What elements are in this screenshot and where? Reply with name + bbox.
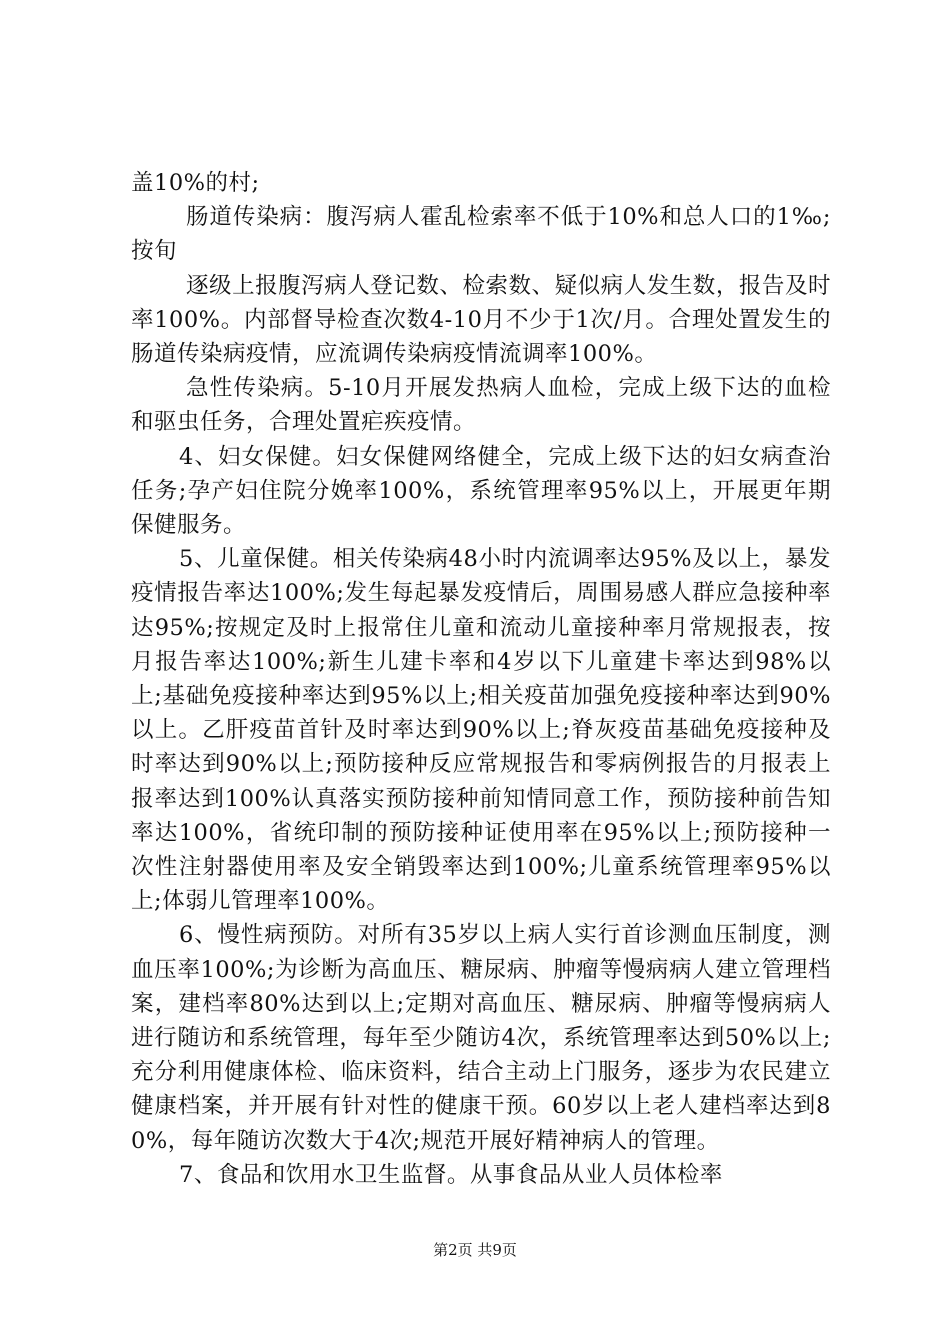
paragraph-women-health: 4、妇女保健。妇女保健网络健全，完成上级下达的妇女病查治任务;孕产妇住院分娩率100%，系统管理率95%以上，开展更年期保健服务。: [131, 443, 831, 539]
paragraph-continuation: 盖10%的村;: [131, 170, 260, 196]
paragraph-food-water: 7、食品和饮用水卫生监督。从事食品从业人员体检率: [179, 1161, 723, 1188]
page-footer: 第2页 共9页: [433, 1241, 517, 1259]
paragraph-chronic-disease: 6、慢性病预防。对所有35岁以上病人实行首诊测血压制度，测血压率100%;为诊断为高血压、糖尿病、肿瘤等慢病病人建立管理档案，建档率80%达到以上;定期对高血压、糖尿病、肿瘤等慢病病人进行随访和系统管理，每年至少随访4次，系统管理率达到50%以上;充分利用健康体检、临床资料，结合主动上门服务，逐步为农民建立健康档案，并开展有针对性的健康干预。60岁以上老人建档率达到80%，每年随访次数大于4次;规范开展好精神病人的管理。: [131, 922, 831, 1154]
paragraph-reporting: 逐级上报腹泻病人登记数、检索数、疑似病人发生数，报告及时率100%。内部督导检查次数4-10月不少于1次/月。合理处置发生的肠道传染病疫情，应流调传染病疫情流调率100%。: [131, 272, 831, 368]
paragraph-intestinal-disease: 肠道传染病：腹泻病人霍乱检索率不低于10%和总人口的1‰;按旬: [131, 204, 831, 265]
document-body: [131, 166, 831, 1192]
paragraph-child-health: 5、儿童保健。相关传染病48小时内流调率达95%及以上，暴发疫情报告率达100%;发生每起暴发疫情后，周围易感人群应急接种率达95%;按规定及时上报常住儿童和流动儿童接种率月常规报表，按月报告率达100%;新生儿建卡率和4岁以下儿童建卡率达到98%以上;基础免疫接种率达到95%以上;相关疫苗加强免疫接种率达到90%以上。乙肝疫苗首针及时率达到90%以上;脊灰疫苗基础免疫接种及时率达到90%以上;预防接种反应常规报告和零病例报告的月报表上报率达到100%认真落实预防接种前知情同意工作，预防接种前告知率达100%，省统印制的预防接种证使用率在95%以上;预防接种一次性注射器使用率及安全销毁率达到100%;儿童系统管理率95%以上;体弱儿管理率100%。: [131, 546, 831, 915]
paragraph-acute-disease: 急性传染病。5-10月开展发热病人血检，完成上级下达的血检和驱虫任务，合理处置疟疾疫情。: [131, 375, 831, 436]
